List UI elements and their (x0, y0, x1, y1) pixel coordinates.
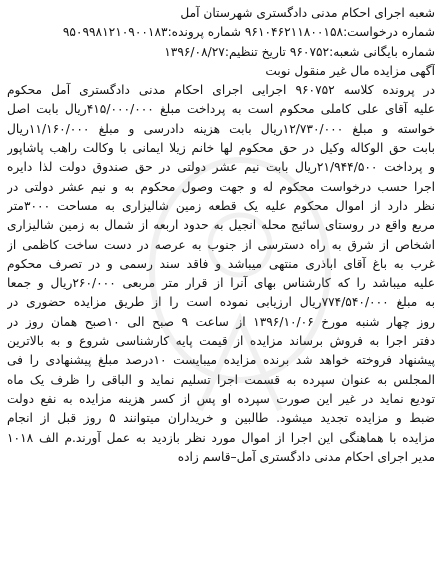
body-line: و پرداخت ۲۱/۹۴۴/۵۰۰ریال بابت نیم عشر دولتی در حق صندوق دولت لذا دایره (7, 160, 435, 175)
body-line: به مبلغ ۷۷۴/۵۴۰/۰۰۰ریال ارزیابی نموده است را از طریق مزایده حضوری در (7, 295, 435, 310)
body-line: اشخاص از شرق به راه دسترسی از جنوب به عرصه در دست ساخت کاظمی از (7, 237, 435, 252)
body-line: مربع واقع در روستای سائیج محله انجیل به حدود اربعه از شمال به زمین شالیزاری (7, 218, 435, 233)
request-and-case-number: شماره درخواست:۹۶۱۰۴۶۲۱۱۸۰۰۱۵۸ شماره پرونده:۹۵۰۹۹۸۱۲۱۰۹۰۰۱۸۳ (62, 25, 435, 40)
archive-number-and-date: شماره بایگانی شعبه:۹۶۰۷۵۲ تاریخ تنظیم:۱۳۹۶/۰۸/۲۷ (164, 44, 435, 59)
body-line: روز چهار شنبه مورخ ۱۳۹۶/۱۰/۰۶ از ساعت ۹ صبح الی ۱۰صبح همان روز در (7, 314, 435, 329)
body-line: اجرا حسب درخواست محکوم له و جهت وصول محکوم به و نیم عشر دولتی در (7, 179, 435, 194)
body-line: خواسته و مبلغ ۱۲/۷۳۰/۰۰۰ریال بابت هزینه دادرسی و مبلغ ۱۱/۱۶۰/۰۰۰ریال (7, 121, 435, 136)
notice-title: آگهی مزایده مال غیر منقول نوبت (265, 63, 435, 78)
body-line: نظر دارد از اموال محکوم علیه یک قطعه زمین شالیزاری به مساحت ۳۰۰۰متر (7, 198, 435, 213)
body-line: پیشنهاد فروخته خواهد شد برنده مزایده میبایست ۱۰درصد مبلغ پیشنهادی را فی (7, 353, 435, 368)
body-line: علیه آقای علی کاملی محکوم است به پرداخت مبلغ ۴۱۵/۰۰۰/۰۰۰ریال بابت اصل (7, 102, 435, 117)
signature-line: مدیر اجرای احکام مدنی دادگستری آمل–قاسم زاده (177, 449, 435, 464)
body-line: ضبط و مزایده تجدید میشود. طالبین و خریداران میتوانند ۵ روز قبل از انجام (7, 411, 435, 426)
body-line: علیه میباشد را که کارشناس بهای آنرا از قرار متر مربعی ۲۶۰/۰۰۰ریال و جمعا (7, 276, 435, 291)
body-line: بابت حق الوکاله وکیل در حق محکوم لها خانم زیلا ایمانی با وکالت راهب پاشاپور (7, 141, 435, 156)
body-line: دفتر اجرا به فروش برساند مزایده از قیمت پایه کارشناسی شروع و به بالاترین (7, 334, 435, 349)
body-line: غرب به باغ آقای اباذری منتهی میباشد و فاقد سند رسمی و در تصرف محکوم (7, 256, 435, 271)
court-branch-title: شعبه اجرای احکام مدنی دادگستری شهرستان آمل (180, 6, 435, 20)
body-line: المجلس به عنوان سپرده به قسمت اجرا تسلیم نماید و الباقی را ظرف یک ماه (7, 372, 435, 387)
body-line: در پرونده کلاسه ۹۶۰۷۵۲ اجرایی اجرای احکام مدنی دادگستری آمل محکوم (7, 83, 435, 98)
body-line: مزایده با هماهنگی این اجرا از اموال مورد نظر بازدید به عمل آورند.م الف ۱۰۱۸ (7, 430, 435, 445)
body-line: تودیع نماید در غیر این صورت سپرده او پس از کسر هزینه مزایده به نفع دولت (7, 391, 435, 406)
